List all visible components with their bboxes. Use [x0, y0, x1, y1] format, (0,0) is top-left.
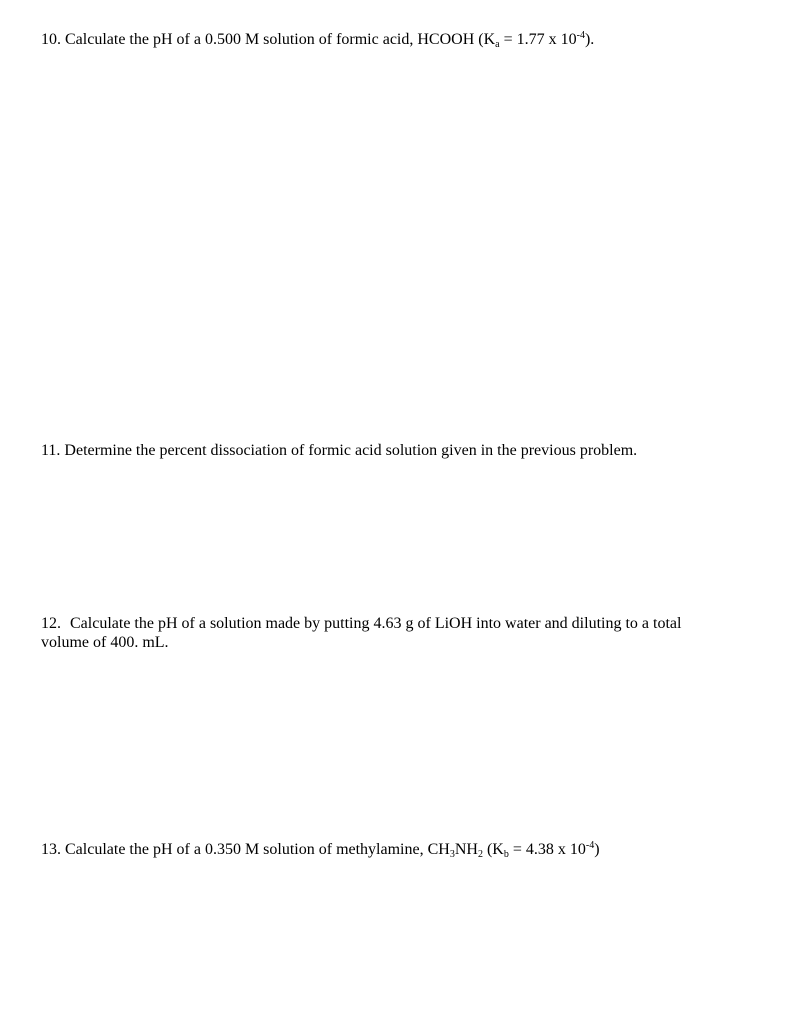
question-text-mid: = 4.38 x 10 [508, 841, 586, 858]
question-text-nh: NH [454, 841, 478, 858]
question-text: Calculate the pH of a 0.350 M solution of methylamine, CH [65, 841, 450, 858]
subscript-3: 3 [449, 849, 455, 860]
kb-subscript: b [503, 849, 509, 860]
question-text-line2: volume of 400. mL. [41, 634, 169, 651]
question-text: Determine the percent dissociation of formic acid solution given in the previous problem. [64, 442, 638, 459]
question-text-end: ) [594, 841, 600, 858]
question-11 [41, 441, 761, 460]
subscript-2: 2 [477, 849, 483, 860]
ka-subscript: a [495, 39, 500, 50]
question-number: 13. [41, 841, 61, 858]
question-text-k: (K [482, 841, 504, 858]
question-text: Calculate the pH of a 0.500 M solution of formic acid, HCOOH (K [65, 31, 496, 48]
question-number: 12. [41, 615, 61, 632]
question-number: 10. [41, 31, 61, 48]
question-text-mid: = 1.77 x 10 [499, 31, 577, 48]
question-text-end: ). [584, 31, 595, 48]
question-10 [41, 30, 761, 49]
exponent: -4 [576, 30, 585, 41]
exponent: -4 [585, 840, 595, 851]
question-12 [41, 614, 761, 652]
question-number: 11. [41, 442, 61, 459]
question-13 [41, 840, 761, 859]
question-text-line1: Calculate the pH of a solution made by putting 4.63 g of LiOH into water and diluting to a total [70, 615, 682, 632]
